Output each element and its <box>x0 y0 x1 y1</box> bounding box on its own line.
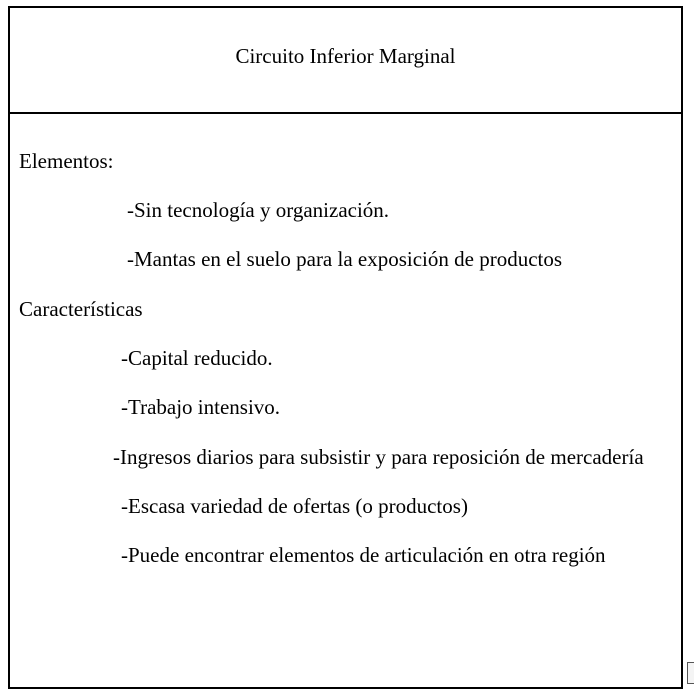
document-title: Circuito Inferior Marginal <box>235 44 456 68</box>
list-item: -Mantas en el suelo para la exposición de productos <box>127 247 563 271</box>
list-item: -Capital reducido. <box>121 346 273 370</box>
list-item: -Trabajo intensivo. <box>121 395 281 419</box>
list-item: -Sin tecnología y organización. <box>127 198 390 222</box>
content-table <box>8 6 683 689</box>
paste-options-icon[interactable] <box>687 662 694 684</box>
section-heading-elementos: Elementos: <box>19 149 114 173</box>
section-heading-caracteristicas: Características <box>19 297 143 321</box>
list-item: -Ingresos diarios para subsistir y para reposición de mercadería <box>113 445 644 469</box>
table-header-cell <box>10 8 681 114</box>
list-item: -Puede encontrar elementos de articulación en otra región <box>121 543 606 567</box>
list-item: -Escasa variedad de ofertas (o productos) <box>121 494 468 518</box>
